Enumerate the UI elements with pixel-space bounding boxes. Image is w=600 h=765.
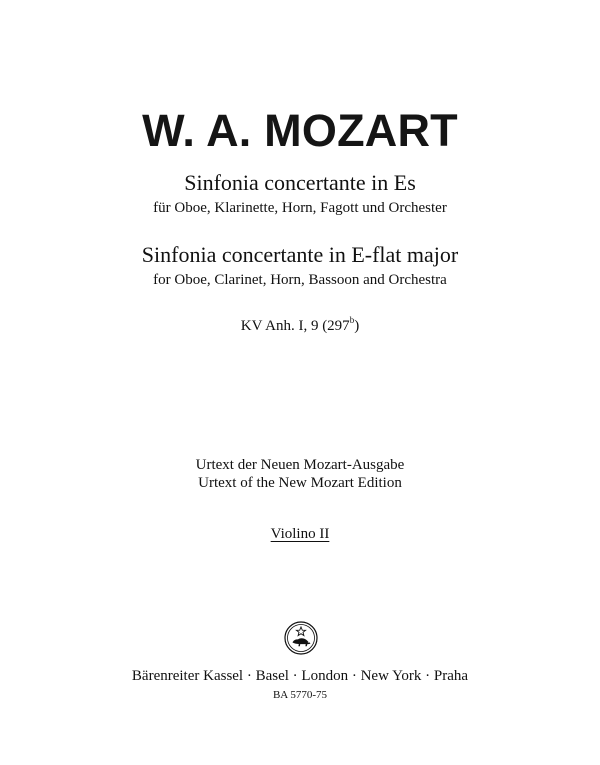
edition-number: BA 5770-75: [272, 689, 328, 701]
catalog-number-superscript: b: [349, 315, 355, 325]
baerenreiter-bear-logo-icon: [283, 620, 319, 656]
urtext-english: Urtext of the New Mozart Edition: [198, 475, 402, 491]
publisher-locations: Bärenreiter Kassel · Basel · London · New York · Praha: [131, 668, 469, 684]
composer-name: W. A. MOZART: [142, 105, 458, 157]
instrument-part: [0, 527, 600, 542]
catalog-number: [0, 317, 600, 334]
catalog-number-closing: ): [354, 318, 360, 334]
instrumentation-german: für Oboe, Klarinette, Horn, Fagott und Orchester: [153, 200, 447, 216]
instrument-part-label: Violino II: [270, 526, 330, 542]
work-title-german: Sinfonia concertante in Es: [184, 170, 416, 195]
instrumentation-english: for Oboe, Clarinet, Horn, Bassoon and Orchestra: [153, 272, 447, 288]
urtext-german: Urtext der Neuen Mozart-Ausgabe: [195, 457, 405, 473]
catalog-number-main: KV Anh. I, 9 (297: [240, 318, 350, 334]
work-title-english: Sinfonia concertante in E-flat major: [141, 242, 459, 267]
